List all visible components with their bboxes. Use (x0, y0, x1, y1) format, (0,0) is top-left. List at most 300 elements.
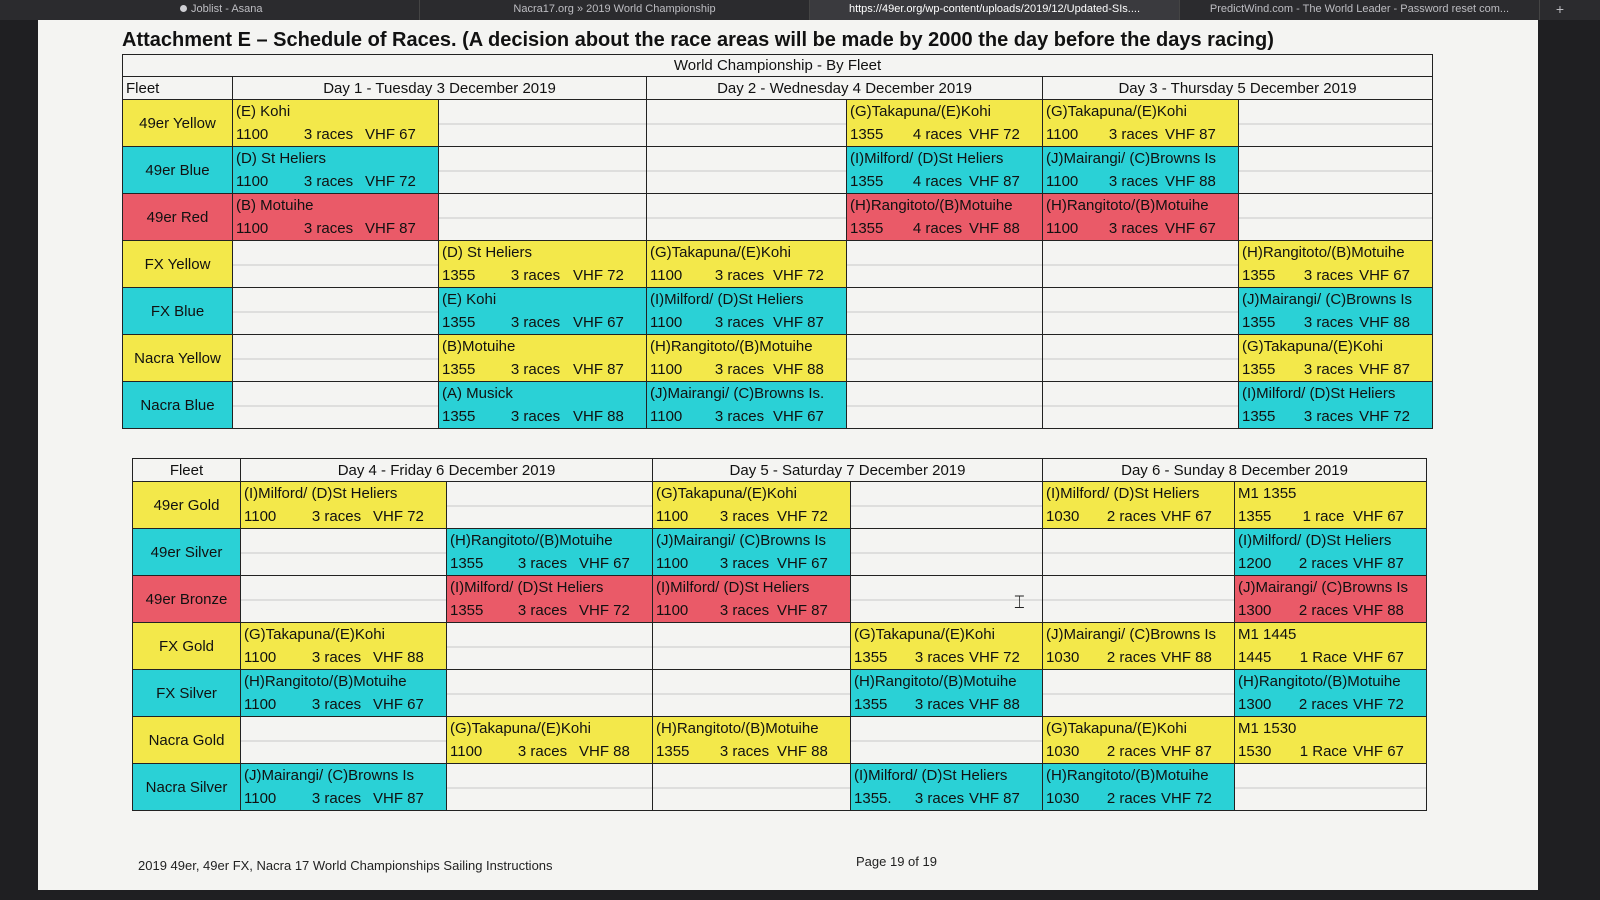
race-slot (241, 764, 447, 811)
start-time: 1355 (656, 743, 690, 760)
empty-slot (447, 623, 653, 670)
vhf-channel: VHF 87 (1161, 743, 1212, 760)
race-area: (I)Milford/ (D)St Heliers (850, 150, 1004, 167)
vhf-channel: VHF 88 (1165, 173, 1216, 190)
race-count: 3 races (510, 314, 561, 331)
race-slot (1235, 717, 1427, 764)
start-time: 1100 (656, 555, 689, 572)
race-slot (1043, 194, 1239, 241)
day-header: Day 5 - Saturday 7 December 2019 (653, 459, 1043, 482)
race-area: (B)Motuihe (442, 338, 516, 355)
vhf-channel: VHF 72 (969, 126, 1020, 143)
empty-slot (647, 100, 847, 147)
race-area: (G)Takapuna/(E)Kohi (656, 485, 797, 502)
vhf-channel: VHF 67 (1165, 220, 1216, 237)
race-area: (I)Milford/ (D)St Heliers (854, 767, 1008, 784)
race-area: M1 1355 (1238, 485, 1297, 502)
race-area: (I)Milford/ (D)St Heliers (1242, 385, 1396, 402)
empty-slot (241, 576, 447, 623)
race-area: (G)Takapuna/(E)Kohi (1046, 103, 1187, 120)
vhf-channel: VHF 87 (1353, 555, 1404, 572)
empty-slot (233, 382, 439, 429)
tab-predictwind[interactable] (1180, 0, 1540, 20)
race-count: 3 races (1303, 361, 1354, 378)
start-time: 1355 (450, 602, 484, 619)
table-row (133, 670, 1427, 717)
tab-label: Nacra17.org » 2019 World Championship (513, 3, 716, 15)
race-count: 3 races (311, 790, 362, 807)
start-time: 1200 (1238, 555, 1272, 572)
start-time: 1355 (1238, 508, 1272, 525)
vhf-channel: VHF 72 (773, 267, 824, 284)
race-count: 2 races (1298, 602, 1349, 619)
table-row (123, 147, 1433, 194)
race-slot (653, 717, 851, 764)
vhf-channel: VHF 87 (969, 790, 1020, 807)
race-slot (647, 382, 847, 429)
race-details (1238, 740, 1423, 763)
start-time: 1100 (244, 649, 277, 666)
start-time: 1355 (1242, 267, 1276, 284)
day-header: Day 6 - Sunday 8 December 2019 (1043, 459, 1427, 482)
race-details (1046, 787, 1231, 810)
table-row (133, 482, 1427, 529)
vhf-channel: VHF 87 (365, 220, 416, 237)
race-count: 3 races (1303, 314, 1354, 331)
empty-slot (447, 482, 653, 529)
tab-label: PredictWind.com - The World Leader - Password reset com... (1209, 3, 1510, 15)
fleet-label: 49er Silver (133, 529, 241, 576)
race-area: (E) Kohi (442, 291, 497, 308)
race-count: 3 races (914, 790, 965, 807)
start-time: 1355 (850, 220, 884, 237)
fleet-label: Nacra Yellow (123, 335, 233, 382)
race-count: 3 races (1303, 408, 1354, 425)
start-time: 1355 (854, 696, 888, 713)
empty-slot (647, 194, 847, 241)
race-slot (653, 482, 851, 529)
race-details (1242, 311, 1429, 334)
table-caption: World Championship - By Fleet (123, 55, 1433, 77)
fleet-header: Fleet (123, 77, 233, 100)
race-area: (H)Rangitoto/(B)Motuihe (1046, 767, 1209, 784)
fleet-label: FX Blue (123, 288, 233, 335)
race-slot (439, 288, 647, 335)
race-area: (D) St Heliers (442, 244, 533, 261)
tab-label: https://49er.org/wp-content/uploads/2019/12/Updated-SIs.... (848, 3, 1141, 15)
empty-slot (847, 335, 1043, 382)
start-time: 1300 (1238, 696, 1272, 713)
tab-favicon-icon (180, 5, 187, 12)
fleet-label: FX Silver (133, 670, 241, 717)
empty-slot (851, 717, 1043, 764)
empty-slot (439, 100, 647, 147)
race-area: (J)Mairangi/ (C)Browns Is (244, 767, 415, 784)
race-details (850, 123, 1039, 146)
race-count: 3 races (510, 408, 561, 425)
fleet-label: FX Yellow (123, 241, 233, 288)
race-count: 3 races (714, 408, 765, 425)
fleet-label: Nacra Silver (133, 764, 241, 811)
race-details (656, 552, 847, 575)
empty-slot (233, 288, 439, 335)
start-time: 1100 (236, 220, 269, 237)
race-details (1046, 740, 1231, 763)
race-slot (1043, 482, 1235, 529)
fleet-label: Nacra Gold (133, 717, 241, 764)
race-area: (J)Mairangi/ (C)Browns Is. (650, 385, 825, 402)
vhf-channel: VHF 72 (1161, 790, 1212, 807)
vhf-channel: VHF 67 (1359, 267, 1410, 284)
empty-slot (1043, 576, 1235, 623)
race-details (236, 217, 435, 240)
race-details (656, 599, 847, 622)
race-details (236, 170, 435, 193)
empty-slot (1239, 194, 1433, 241)
race-area: (G)Takapuna/(E)Kohi (650, 244, 791, 261)
fleet-label: 49er Bronze (133, 576, 241, 623)
empty-slot (447, 764, 653, 811)
race-area: (H)Rangitoto/(B)Motuihe (450, 532, 613, 549)
start-time: 1100 (656, 508, 689, 525)
start-time: 1355 (850, 173, 884, 190)
race-details (656, 740, 847, 763)
race-area: (E) Kohi (236, 103, 291, 120)
race-slot (241, 623, 447, 670)
race-count: 1 Race (1299, 743, 1348, 760)
fleet-label: 49er Red (123, 194, 233, 241)
empty-slot (847, 241, 1043, 288)
race-details (450, 740, 649, 763)
race-area: (J)Mairangi/ (C)Browns Is (1242, 291, 1413, 308)
start-time: 1100 (244, 696, 277, 713)
race-count: 1 race (1302, 508, 1345, 525)
race-count: 3 races (719, 508, 770, 525)
vhf-channel: VHF 67 (1161, 508, 1212, 525)
start-time: 1355 (850, 126, 884, 143)
tab-49er-pdf[interactable] (810, 0, 1180, 20)
race-details (244, 787, 443, 810)
race-count: 2 races (1106, 508, 1157, 525)
vhf-channel: VHF 67 (1353, 508, 1404, 525)
start-time: 1355 (442, 361, 476, 378)
race-count: 2 races (1106, 790, 1157, 807)
race-slot (851, 670, 1043, 717)
table-row (133, 623, 1427, 670)
empty-slot (1043, 288, 1239, 335)
vhf-channel: VHF 88 (1359, 314, 1410, 331)
race-area: (H)Rangitoto/(B)Motuihe (244, 673, 407, 690)
fleet-label: 49er Gold (133, 482, 241, 529)
empty-slot (653, 670, 851, 717)
vhf-channel: VHF 88 (969, 220, 1020, 237)
table-row (123, 288, 1433, 335)
start-time: 1300 (1238, 602, 1272, 619)
vhf-channel: VHF 88 (573, 408, 624, 425)
race-count: 3 races (714, 314, 765, 331)
race-area: (H)Rangitoto/(B)Motuihe (850, 197, 1013, 214)
race-count: 3 races (914, 696, 965, 713)
race-slot (447, 529, 653, 576)
race-details (1238, 599, 1423, 622)
race-area: (I)Milford/ (D)St Heliers (450, 579, 604, 596)
tab-asana[interactable] (0, 0, 420, 20)
table-row (123, 241, 1433, 288)
race-count: 3 races (311, 696, 362, 713)
empty-slot (653, 623, 851, 670)
schedule-table-days-1-3 (122, 54, 1433, 429)
vhf-channel: VHF 72 (1353, 696, 1404, 713)
text-cursor-icon: ⌶ (1014, 592, 1025, 612)
race-details (442, 311, 643, 334)
race-slot (647, 288, 847, 335)
race-count: 3 races (719, 743, 770, 760)
race-area: (D) St Heliers (236, 150, 327, 167)
vhf-channel: VHF 87 (373, 790, 424, 807)
race-slot (241, 670, 447, 717)
vhf-channel: VHF 88 (1353, 602, 1404, 619)
start-time: 1445 (1238, 649, 1272, 666)
race-count: 3 races (517, 602, 568, 619)
empty-slot (1235, 764, 1427, 811)
race-count: 3 races (510, 267, 561, 284)
vhf-channel: VHF 72 (1359, 408, 1410, 425)
race-slot (1043, 764, 1235, 811)
race-details (650, 264, 843, 287)
race-slot (1239, 335, 1433, 382)
race-details (1242, 358, 1429, 381)
race-area: (B) Motuihe (236, 197, 314, 214)
race-details (244, 646, 443, 669)
start-time: 1100 (1046, 220, 1079, 237)
empty-slot (847, 288, 1043, 335)
race-count: 2 races (1106, 649, 1157, 666)
vhf-channel: VHF 72 (777, 508, 828, 525)
start-time: 1100 (650, 408, 683, 425)
tab-nacra17[interactable] (420, 0, 810, 20)
start-time: 1100 (1046, 126, 1079, 143)
race-count: 4 races (912, 173, 963, 190)
race-details (650, 405, 843, 428)
table-row (133, 529, 1427, 576)
vhf-channel: VHF 67 (1353, 649, 1404, 666)
vhf-channel: VHF 72 (969, 649, 1020, 666)
empty-slot (653, 764, 851, 811)
vhf-channel: VHF 87 (573, 361, 624, 378)
race-slot (439, 335, 647, 382)
race-area: (I)Milford/ (D)St Heliers (656, 579, 810, 596)
fleet-label: Nacra Blue (123, 382, 233, 429)
race-slot (847, 100, 1043, 147)
race-area: (I)Milford/ (D)St Heliers (650, 291, 804, 308)
race-slot (241, 482, 447, 529)
race-details (850, 217, 1039, 240)
new-tab-button[interactable]: + (1555, 1, 1565, 17)
vhf-channel: VHF 87 (777, 602, 828, 619)
race-details (1238, 646, 1423, 669)
race-details (450, 552, 649, 575)
race-count: 3 races (517, 555, 568, 572)
start-time: 1100 (236, 173, 269, 190)
start-time: 1030 (1046, 790, 1080, 807)
empty-slot (1043, 241, 1239, 288)
start-time: 1100 (244, 790, 277, 807)
race-count: 3 races (714, 361, 765, 378)
start-time: 1355 (442, 314, 476, 331)
race-details (442, 405, 643, 428)
vhf-channel: VHF 72 (573, 267, 624, 284)
race-slot (1235, 576, 1427, 623)
race-slot (233, 147, 439, 194)
race-slot (847, 194, 1043, 241)
start-time: 1100 (650, 267, 683, 284)
day-header: Day 1 - Tuesday 3 December 2019 (233, 77, 647, 100)
browser-tab-bar (0, 0, 1600, 20)
race-slot (1239, 241, 1433, 288)
vhf-channel: VHF 67 (579, 555, 630, 572)
race-area: (A) Musick (442, 385, 513, 402)
race-details (244, 693, 443, 716)
vhf-channel: VHF 87 (969, 173, 1020, 190)
race-area: (G)Takapuna/(E)Kohi (1242, 338, 1383, 355)
vhf-channel: VHF 88 (373, 649, 424, 666)
start-time: 1030 (1046, 649, 1080, 666)
race-details (650, 311, 843, 334)
race-details (854, 693, 1039, 716)
race-area: (G)Takapuna/(E)Kohi (854, 626, 995, 643)
race-slot (1043, 147, 1239, 194)
race-count: 3 races (311, 649, 362, 666)
vhf-channel: VHF 67 (365, 126, 416, 143)
vhf-channel: VHF 87 (1165, 126, 1216, 143)
start-time: 1355 (442, 408, 476, 425)
race-details (854, 787, 1039, 810)
day-header: Day 4 - Friday 6 December 2019 (241, 459, 653, 482)
race-area: (J)Mairangi/ (C)Browns Is (1046, 150, 1217, 167)
race-area: (G)Takapuna/(E)Kohi (1046, 720, 1187, 737)
vhf-channel: VHF 88 (969, 696, 1020, 713)
page-number: Page 19 of 19 (856, 854, 937, 869)
race-details (1238, 505, 1423, 528)
start-time: 1355 (1242, 361, 1276, 378)
vhf-channel: VHF 72 (373, 508, 424, 525)
day-header: Day 3 - Thursday 5 December 2019 (1043, 77, 1433, 100)
vhf-channel: VHF 67 (373, 696, 424, 713)
race-slot (439, 382, 647, 429)
start-time: 1100 (450, 743, 483, 760)
race-area: (J)Mairangi/ (C)Browns Is (1046, 626, 1217, 643)
race-area: (G)Takapuna/(E)Kohi (450, 720, 591, 737)
vhf-channel: VHF 67 (773, 408, 824, 425)
race-details (450, 599, 649, 622)
start-time: 1100 (236, 126, 269, 143)
race-count: 3 races (1108, 173, 1159, 190)
race-slot (847, 147, 1043, 194)
race-count: 3 races (303, 126, 354, 143)
vhf-channel: VHF 72 (365, 173, 416, 190)
race-slot (1043, 100, 1239, 147)
fleet-label: FX Gold (133, 623, 241, 670)
vhf-channel: VHF 67 (777, 555, 828, 572)
race-count: 3 races (517, 743, 568, 760)
race-slot (1235, 529, 1427, 576)
race-count: 3 races (719, 602, 770, 619)
start-time: 1100 (650, 361, 683, 378)
race-area: (J)Mairangi/ (C)Browns Is (656, 532, 827, 549)
vhf-channel: VHF 87 (773, 314, 824, 331)
race-details (1238, 693, 1423, 716)
race-slot (447, 576, 653, 623)
fleet-label: 49er Yellow (123, 100, 233, 147)
race-details (850, 170, 1039, 193)
tab-label: Joblist - Asana (191, 3, 263, 15)
empty-slot (851, 529, 1043, 576)
empty-slot (1239, 100, 1433, 147)
empty-slot (241, 529, 447, 576)
race-count: 3 races (914, 649, 965, 666)
race-count: 2 races (1106, 743, 1157, 760)
vhf-channel: VHF 88 (773, 361, 824, 378)
race-details (1046, 217, 1235, 240)
table-row (133, 717, 1427, 764)
vhf-channel: VHF 67 (573, 314, 624, 331)
start-time: 1530 (1238, 743, 1272, 760)
race-count: 4 races (912, 126, 963, 143)
race-details (1046, 646, 1231, 669)
race-count: 2 races (1298, 696, 1349, 713)
race-slot (233, 194, 439, 241)
start-time: 1355 (442, 267, 476, 284)
race-slot (1235, 623, 1427, 670)
race-slot (447, 717, 653, 764)
day-header: Day 2 - Wednesday 4 December 2019 (647, 77, 1043, 100)
vhf-channel: VHF 72 (579, 602, 630, 619)
empty-slot (447, 670, 653, 717)
table-row (133, 576, 1427, 623)
race-area: M1 1530 (1238, 720, 1297, 737)
race-count: 3 races (510, 361, 561, 378)
start-time: 1100 (656, 602, 689, 619)
vhf-channel: VHF 88 (579, 743, 630, 760)
empty-slot (233, 335, 439, 382)
race-count: 3 races (1108, 126, 1159, 143)
start-time: 1355 (450, 555, 484, 572)
race-slot (439, 241, 647, 288)
empty-slot (851, 482, 1043, 529)
race-details (1046, 170, 1235, 193)
race-area: (H)Rangitoto/(B)Motuihe (854, 673, 1017, 690)
race-details (442, 358, 643, 381)
race-count: 3 races (714, 267, 765, 284)
race-details (1046, 505, 1231, 528)
empty-slot (1239, 147, 1433, 194)
race-area: (H)Rangitoto/(B)Motuihe (1046, 197, 1209, 214)
race-area: M1 1445 (1238, 626, 1297, 643)
race-slot (647, 241, 847, 288)
race-slot (1239, 288, 1433, 335)
table-row (123, 100, 1433, 147)
race-details (1046, 123, 1235, 146)
race-area: (G)Takapuna/(E)Kohi (850, 103, 991, 120)
race-count: 2 races (1298, 555, 1349, 572)
race-slot (1043, 717, 1235, 764)
race-area: (H)Rangitoto/(B)Motuihe (650, 338, 813, 355)
vhf-channel: VHF 87 (1359, 361, 1410, 378)
race-area: (J)Mairangi/ (C)Browns Is (1238, 579, 1409, 596)
race-slot (1043, 623, 1235, 670)
race-area: (H)Rangitoto/(B)Motuihe (656, 720, 819, 737)
race-count: 3 races (303, 173, 354, 190)
